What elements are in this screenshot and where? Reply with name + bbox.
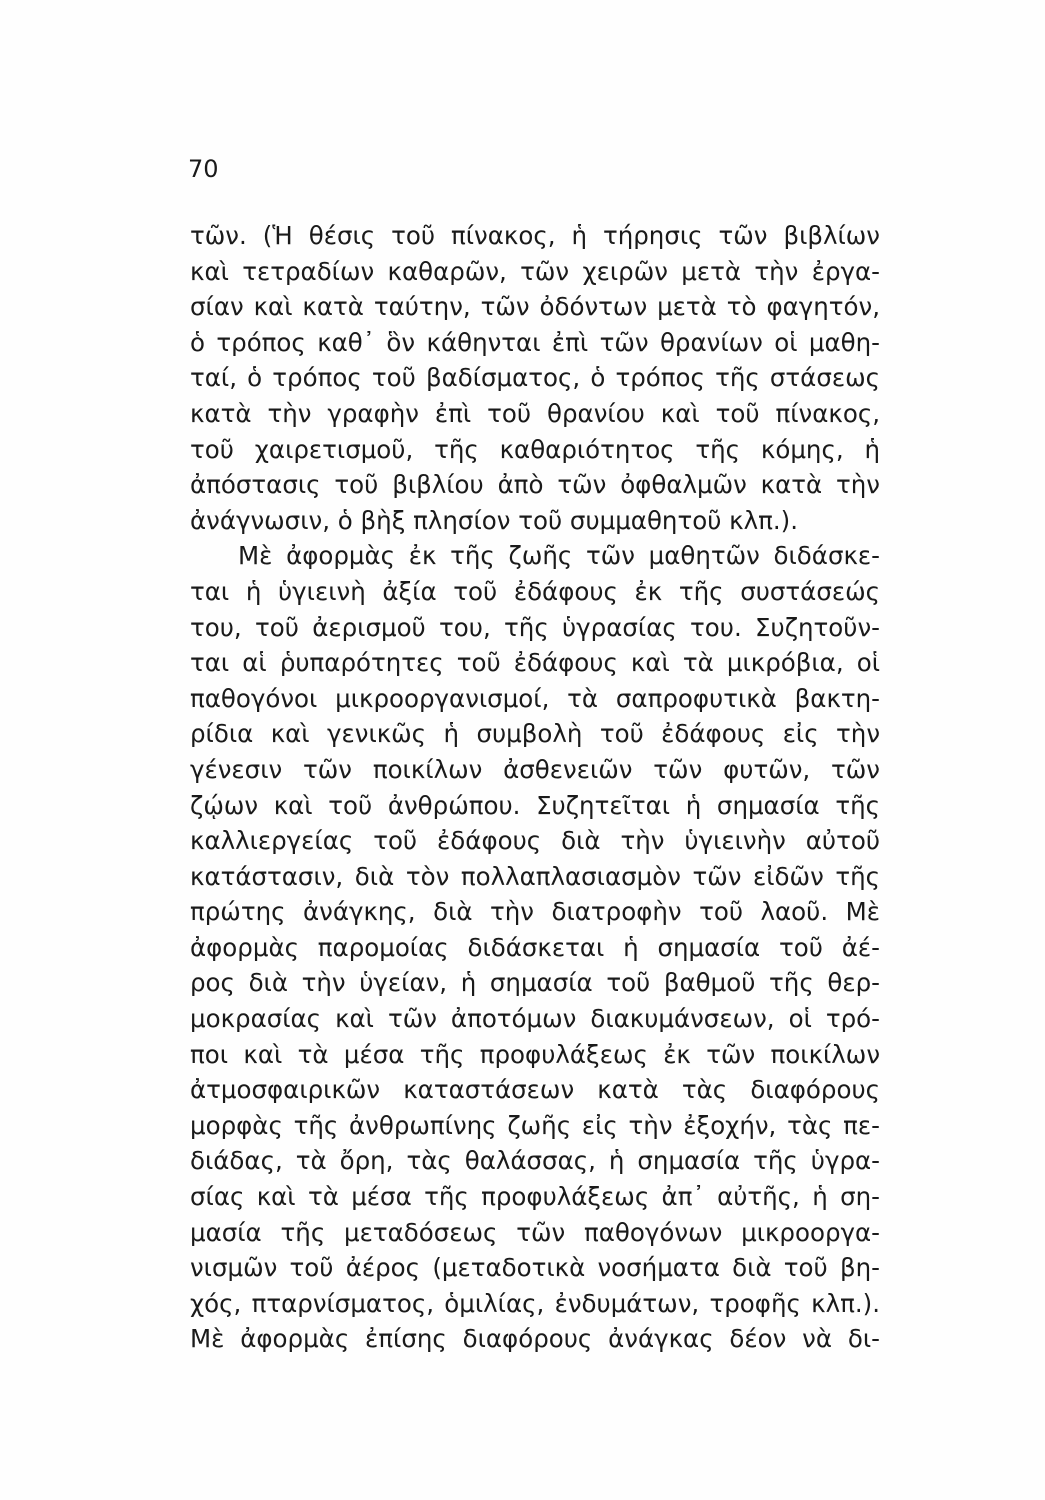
text-line: ρίδια καὶ γενικῶς ἡ συμβολὴ τοῦ ἐδάφους εἰς τὴν [190, 719, 880, 749]
text-line: καὶ τετραδίων καθαρῶν, τῶν χειρῶν μετὰ τὴν ἐργα- [190, 256, 880, 286]
text-line: Μὲ ἀφορμὰς ἐπίσης διαφόρους ἀνάγκας δέον νὰ δι- [190, 1324, 880, 1354]
text-line: σίας καὶ τὰ μέσα τῆς προφυλάξεως ἀπ᾽ αὐτῆς, ἡ ση- [190, 1182, 880, 1212]
text-line: ζῴων καὶ τοῦ ἀνθρώπου. Συζητεῖται ἡ σημασία τῆς [190, 790, 880, 820]
text-line: ποι καὶ τὰ μέσα τῆς προφυλάξεως ἐκ τῶν ποικίλων [190, 1039, 880, 1069]
text-line: μασία τῆς μεταδόσεως τῶν παθογόνων μικροοργα- [190, 1217, 880, 1247]
text-line: γένεσιν τῶν ποικίλων ἀσθενειῶν τῶν φυτῶν, τῶν [190, 754, 880, 784]
text-line: τῶν. (Ἡ θέσις τοῦ πίνακος, ἡ τήρησις τῶν βιβλίων [190, 221, 880, 250]
text-line: κατάστασιν, διὰ τὸν πολλαπλασιασμὸν τῶν εἰδῶν τῆς [190, 861, 880, 891]
text-line: ται ἡ ὑγιεινὴ ἀξία τοῦ ἐδάφους ἐκ τῆς συστάσεώς [190, 576, 880, 606]
text-line: καλλιεργείας τοῦ ἐδάφους διὰ τὴν ὑγιεινὴν αὐτοῦ [190, 826, 880, 856]
text-line: σίαν καὶ κατὰ ταύτην, τῶν ὀδόντων μετὰ τὸ φαγητόν, [190, 292, 880, 322]
text-line: πρώτης ἀνάγκης, διὰ τὴν διατροφὴν τοῦ λαοῦ. Μὲ [190, 897, 880, 927]
text-line: μορφὰς τῆς ἀνθρωπίνης ζωῆς εἰς τὴν ἐξοχήν, τὰς πε- [190, 1110, 880, 1140]
text-line: ἀφορμὰς παρομοίας διδάσκεται ἡ σημασία τοῦ ἀέ- [190, 932, 880, 962]
text-line: ρος διὰ τὴν ὑγείαν, ἡ σημασία τοῦ βαθμοῦ τῆς θερ- [190, 968, 880, 998]
text-line: μοκρασίας καὶ τῶν ἀποτόμων διακυμάνσεων, οἱ τρό- [190, 1004, 880, 1034]
text-line: ἀνάγνωσιν, ὁ βὴξ πλησίον τοῦ συμμαθητοῦ κλπ.). [190, 505, 798, 535]
text-line: κατὰ τὴν γραφὴν ἐπὶ τοῦ θρανίου καὶ τοῦ πίνακος, [190, 398, 880, 428]
text-line: ὁ τρόπος καθ᾽ ὃν κάθηνται ἐπὶ τῶν θρανίων οἱ μαθη- [190, 327, 880, 357]
text-line: Μὲ ἀφορμὰς ἐκ τῆς ζωῆς τῶν μαθητῶν διδάσκε- [238, 541, 880, 571]
text-line: του, τοῦ ἀερισμοῦ του, τῆς ὑγρασίας του. Συζητοῦν- [190, 612, 880, 642]
text-line: ται αἱ ῥυπαρότητες τοῦ ἐδάφους καὶ τὰ μικρόβια, οἱ [190, 648, 880, 678]
body-text [190, 218, 880, 1357]
text-line: χός, πταρνίσματος, ὁμιλίας, ἐνδυμάτων, τροφῆς κλπ.). [190, 1288, 880, 1318]
text-line: τοῦ χαιρετισμοῦ, τῆς καθαριότητος τῆς κόμης, ἡ [190, 434, 880, 464]
page-number: 70 [188, 155, 219, 183]
text-line: παθογόνοι μικροοργανισμοί, τὰ σαπροφυτικὰ βακτη- [190, 683, 880, 713]
text-line: διάδας, τὰ ὄρη, τὰς θαλάσσας, ἡ σημασία τῆς ὑγρα- [190, 1146, 880, 1176]
text-line: ταί, ὁ τρόπος τοῦ βαδίσματος, ὁ τρόπος τῆς στάσεως [190, 363, 880, 393]
text-line: νισμῶν τοῦ ἀέρος (μεταδοτικὰ νοσήματα διὰ τοῦ βη- [190, 1253, 880, 1283]
text-line: ἀτμοσφαιρικῶν καταστάσεων κατὰ τὰς διαφόρους [190, 1075, 880, 1105]
text-line: ἀπόστασις τοῦ βιβλίου ἀπὸ τῶν ὀφθαλμῶν κατὰ τὴν [190, 470, 880, 500]
